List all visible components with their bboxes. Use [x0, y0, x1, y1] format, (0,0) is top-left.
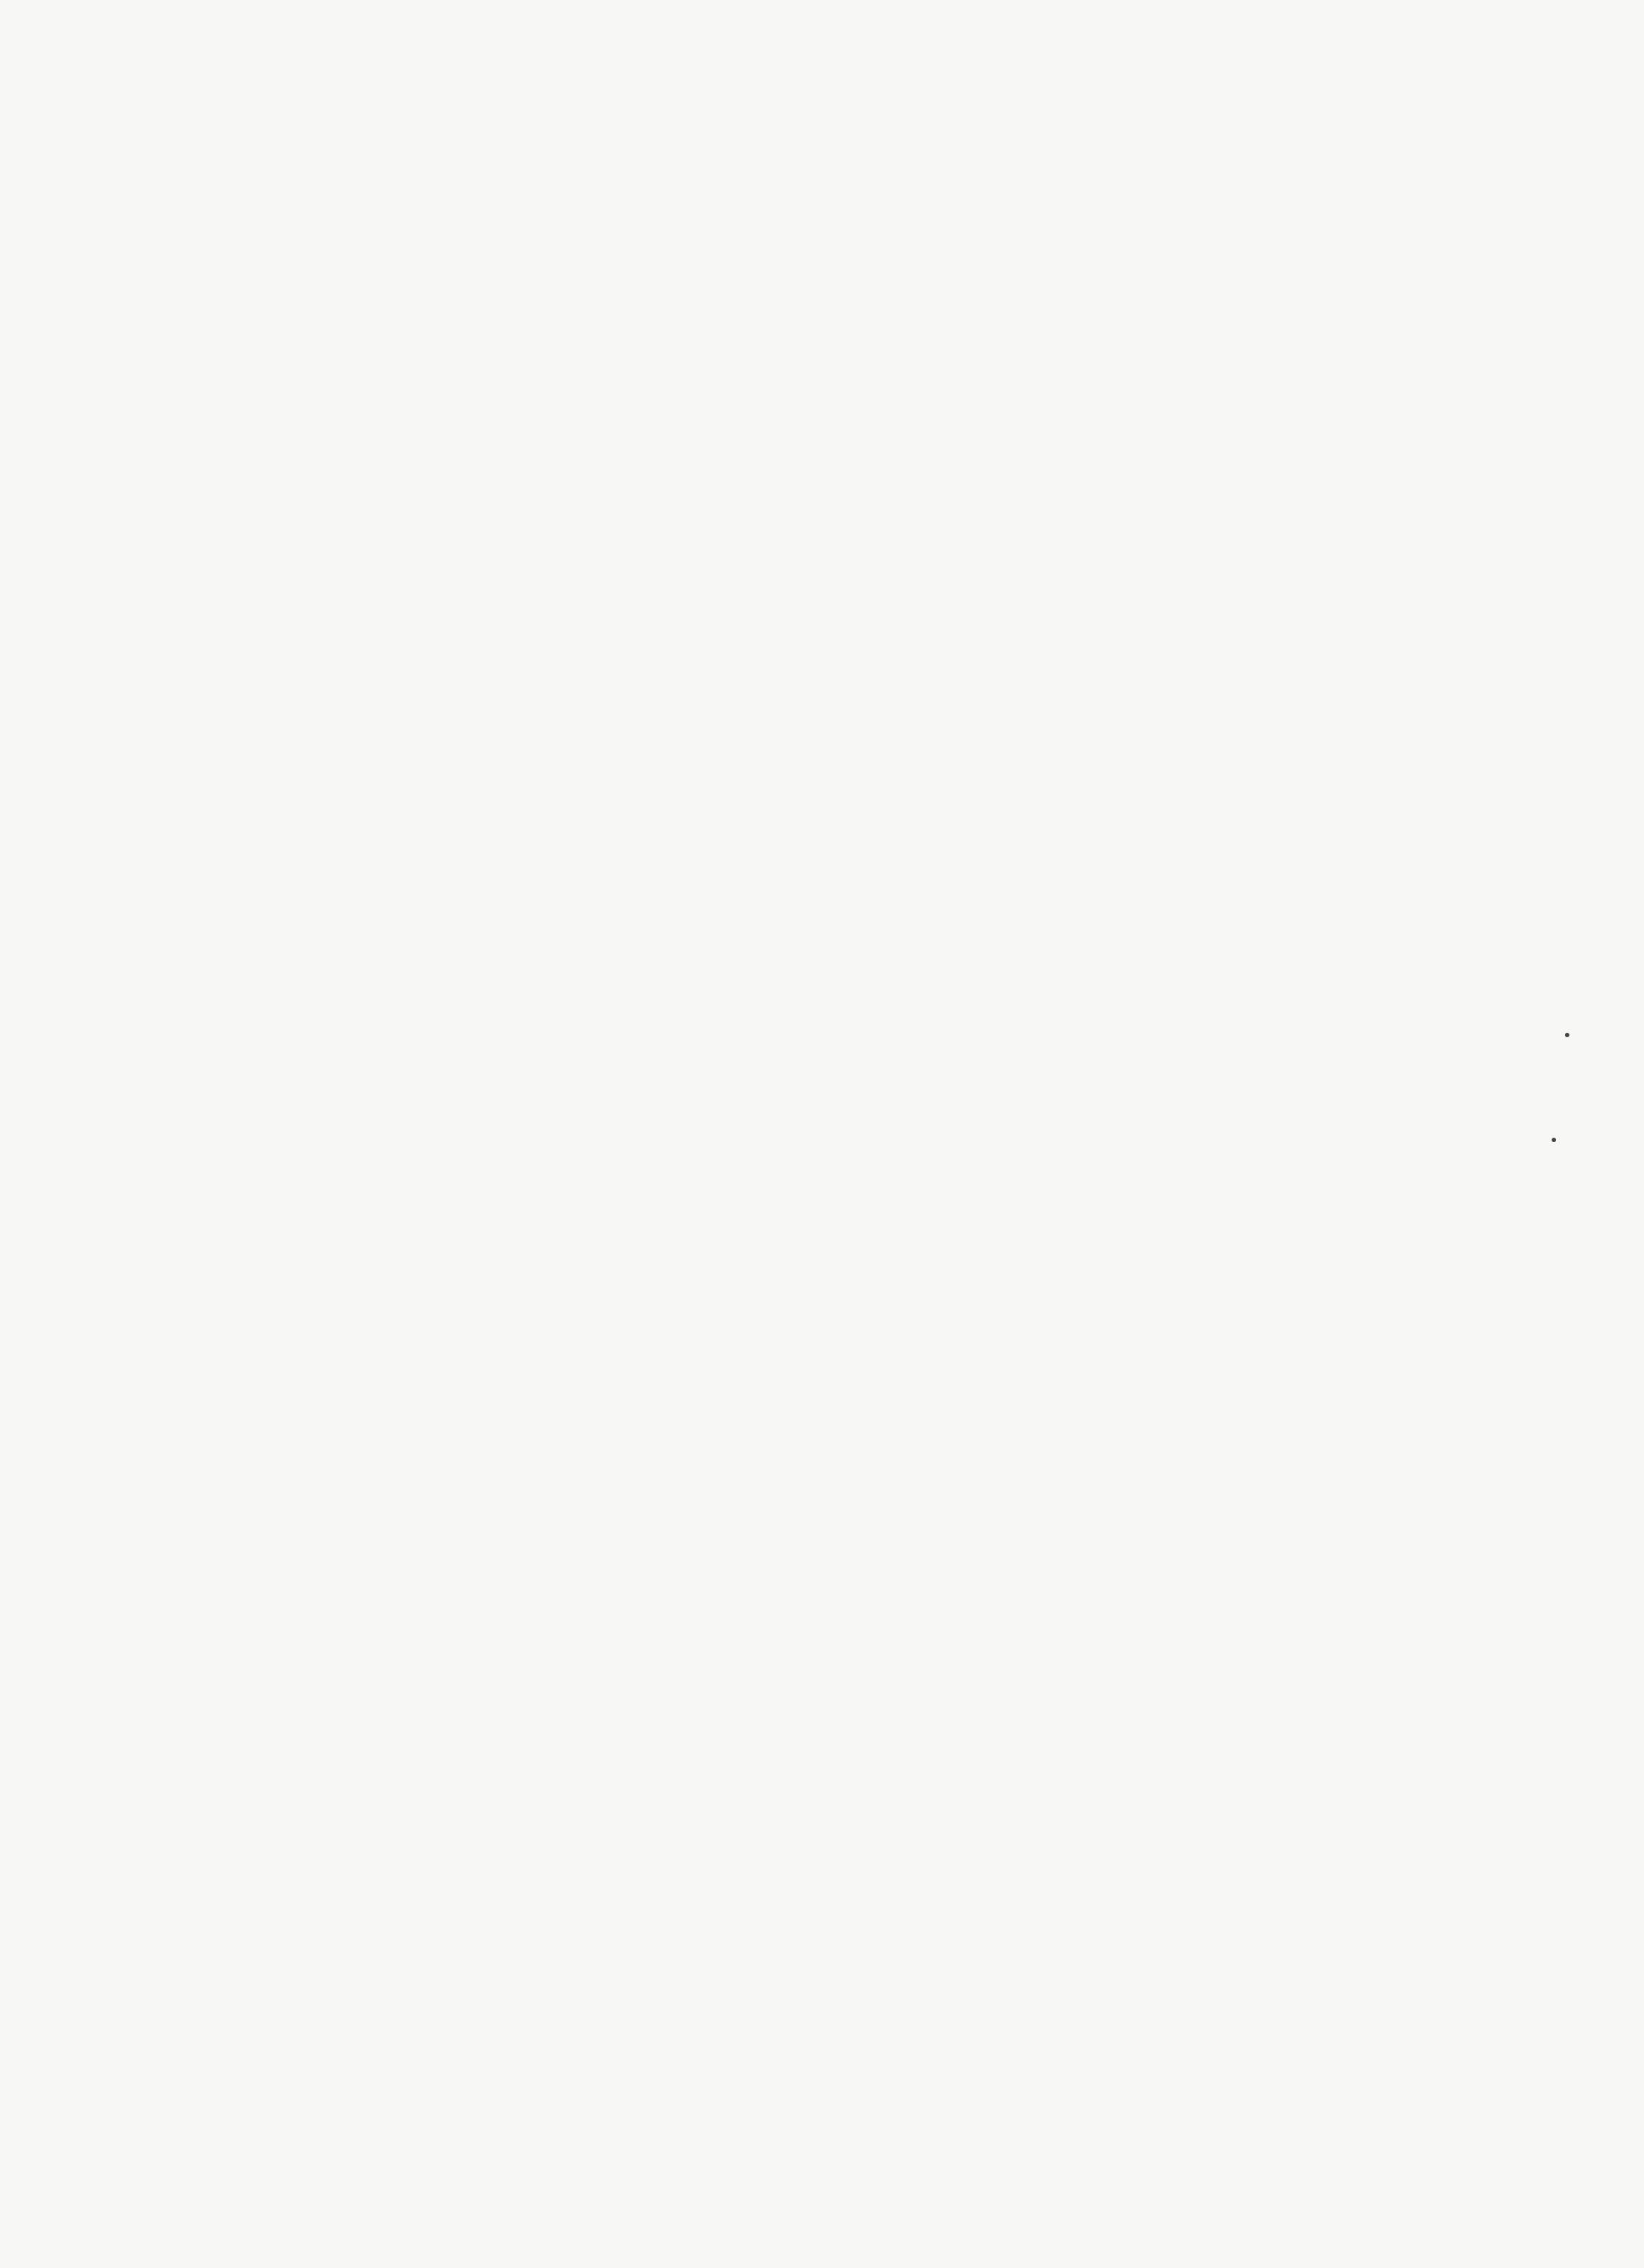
speck: [1552, 1138, 1556, 1142]
speck: [1565, 1033, 1569, 1037]
